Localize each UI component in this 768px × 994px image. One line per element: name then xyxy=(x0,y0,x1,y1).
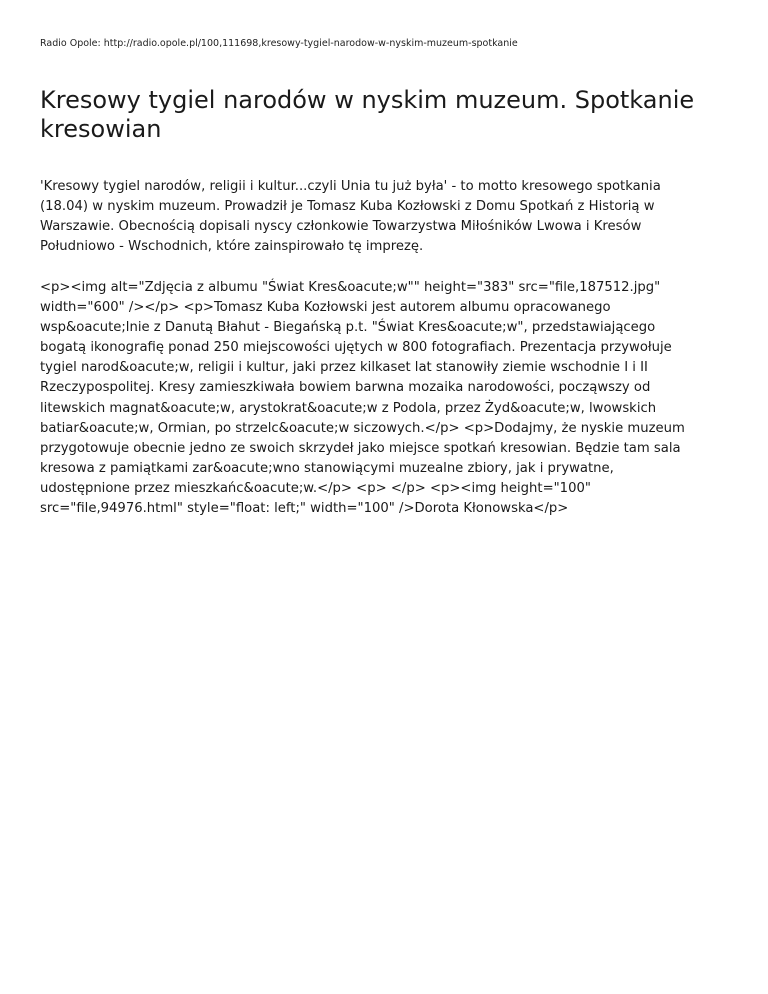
body-paragraph: <p><img alt="Zdjęcia z albumu "Świat Kres&oacute;w"" height="383" src="file,187512.jpg" width="600" /></p> <p>Tomasz Kuba Kozłowski jest autorem albumu opracowanego wsp&oacute;lnie z Danutą Błahut - Biegańską p.t. "Świat Kres&oacute;w", przedstawiającego bogatą ikonografię ponad 250 miejscowości ujętych w 800 fotografiach. Prezentacja przywołuje tygiel narod&oacute;w, religii i kultur, jaki przez kilkaset lat stanowiły ziemie wschodnie I i II Rzeczypospolitej. Kresy zamieszkiwała bowiem barwna mozaika narodowości, począwszy od litewskich magnat&oacute;w, arystokrat&oacute;w z Podola, przez Żyd&oacute;w, lwowskich batiar&oacute;w, Ormian, po strzelc&oacute;w siczowych.</p> <p>Dodajmy, że nyskie muzeum przygotowuje obecnie jedno ze swoich skrzydeł jako miejsce spotkań kresowian. Będzie tam sala kresowa z pamiątkami zar&oacute;wno stanowiącymi muzealne zbiory, jak i prywatne, udostępnione przez mieszkańc&oacute;w.</p> <p> </p> <p><img height="100" src="file,94976.html" style="float: left;" width="100" />Dorota Kłonowska</p> xyxy=(40,280,685,517)
article-title: Kresowy tygiel narodów w nyskim muzeum. Spotkanie kresowian xyxy=(40,86,695,143)
lead-paragraph: 'Kresowy tygiel narodów, religii i kultur...czyli Unia tu już była' - to motto kresowego spotkania (18.04) w nyskim muzeum. Prowadził je Tomasz Kuba Kozłowski z Domu Spotkań z Historią w Warszawie. Obecnością dopisali nyscy członkowie Towarzystwa Miłośników Lwowa i Kresów Południowo - Wschodnich, które zainspirowało tę imprezę. xyxy=(40,179,661,255)
source-url-line: Radio Opole: http://radio.opole.pl/100,111698,kresowy-tygiel-narodow-w-nyskim-muzeum-spotkanie xyxy=(40,38,518,49)
